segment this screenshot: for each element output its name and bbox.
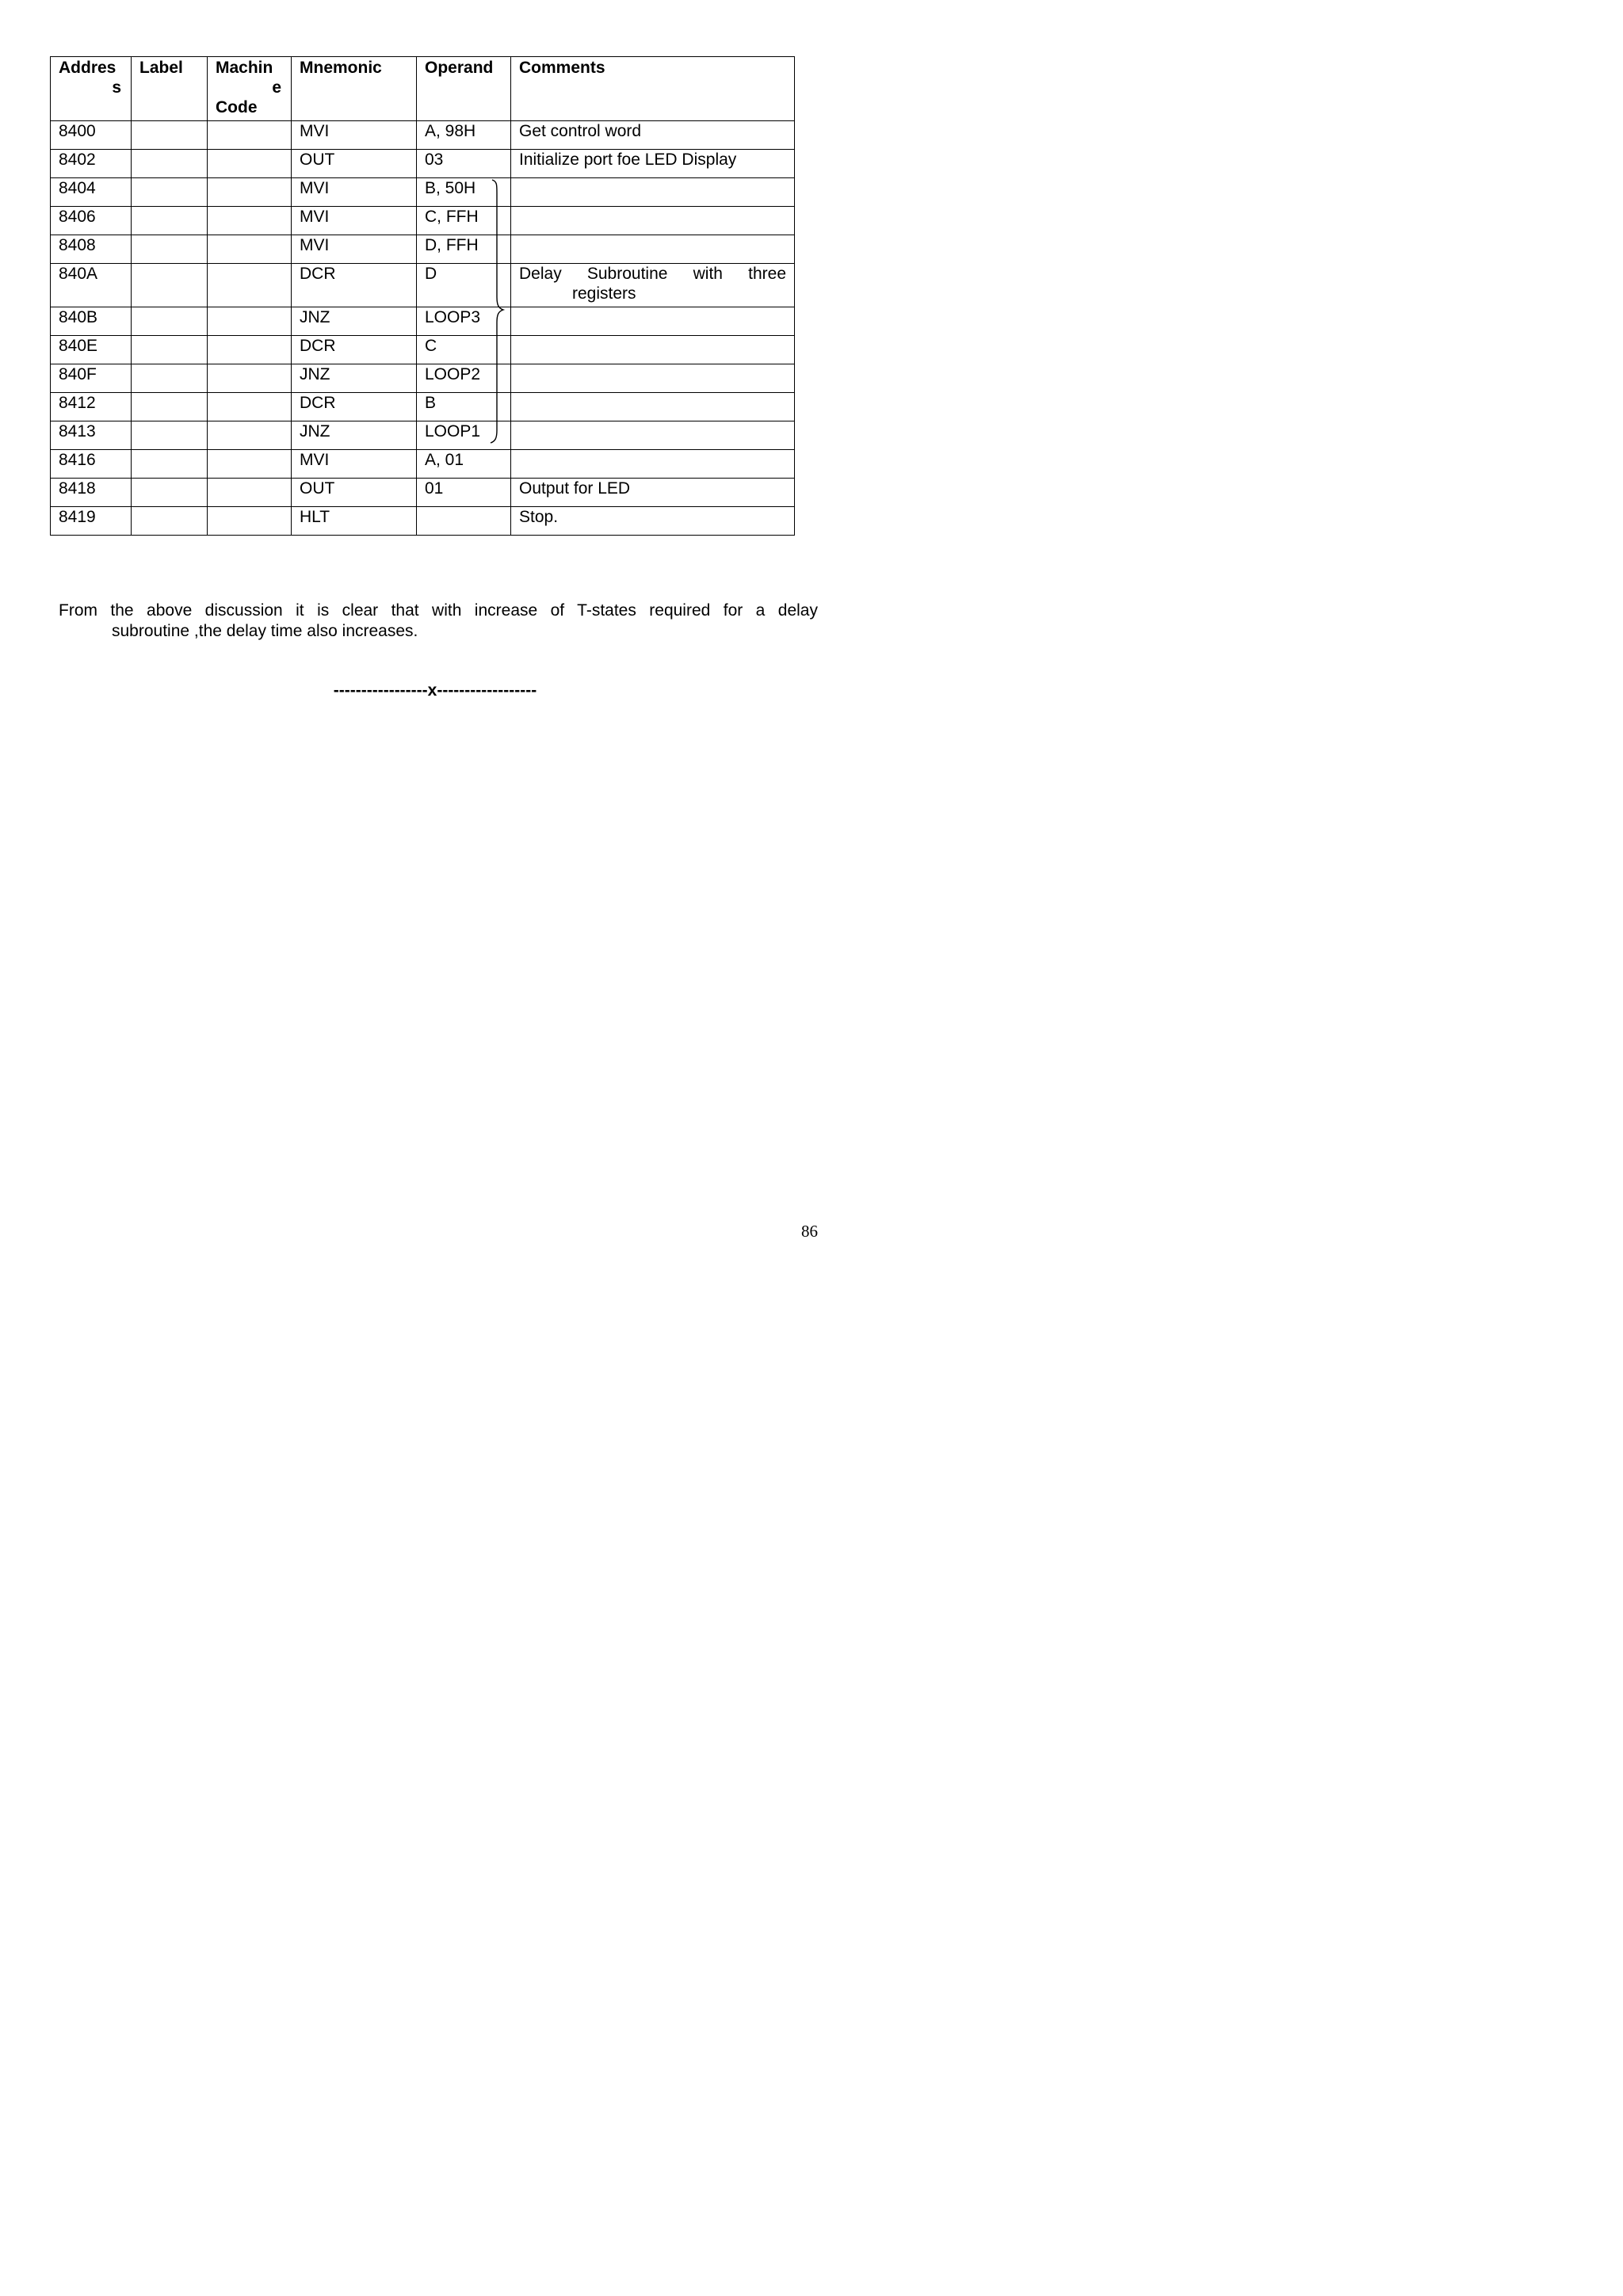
cell-comment-delay [511,264,795,307]
cell-address: 8413 [51,421,132,450]
table-row [51,307,795,336]
cell-operand: LOOP1 [417,421,511,450]
table-row [51,207,795,235]
cell-operand: LOOP3 [417,307,511,336]
cell-operand: D [417,264,511,307]
cell-machine-code [208,264,292,307]
cell-comment [511,336,795,364]
cell-operand: LOOP2 [417,364,511,393]
paragraph-line-2: subroutine ,the delay time also increases. [112,622,418,640]
paragraph-line-1: From the above discussion it is clear that with increase of T-states required for a delay [59,601,818,620]
header-mnemonic: Mnemonic [292,57,417,121]
table-row [51,421,795,450]
cell-address: 8416 [51,450,132,479]
cell-operand: 03 [417,150,511,178]
cell-address: 8400 [51,121,132,150]
cell-mnemonic: MVI [292,450,417,479]
cell-comment [511,178,795,207]
cell-machine-code [208,507,292,536]
table-row [51,479,795,507]
cell-label [132,336,208,364]
cell-label [132,264,208,307]
cell-machine-code [208,121,292,150]
cell-machine-code [208,364,292,393]
cell-comment: Get control word [511,121,795,150]
cell-address: 8412 [51,393,132,421]
header-operand: Operand [417,57,511,121]
cell-machine-code [208,421,292,450]
cell-machine-code [208,235,292,264]
table-row [51,364,795,393]
cell-mnemonic: MVI [292,121,417,150]
cell-label [132,178,208,207]
cell-comment [511,307,795,336]
cell-machine-code [208,450,292,479]
cell-mnemonic: MVI [292,235,417,264]
cell-machine-code [208,393,292,421]
cell-address: 8406 [51,207,132,235]
cell-mnemonic: OUT [292,479,417,507]
cell-address: 8404 [51,178,132,207]
table-row [51,235,795,264]
cell-operand: 01 [417,479,511,507]
cell-mnemonic: DCR [292,336,417,364]
cell-mnemonic: JNZ [292,364,417,393]
cell-label [132,207,208,235]
table-row [51,178,795,207]
cell-address: 840A [51,264,132,307]
cell-operand: B [417,393,511,421]
header-comments: Comments [511,57,795,121]
cell-machine-code [208,150,292,178]
cell-comment: Output for LED [511,479,795,507]
cell-label [132,393,208,421]
cell-comment [511,364,795,393]
conclusion-paragraph [59,601,818,642]
cell-operand [417,507,511,536]
table-header-row [51,57,795,121]
cell-label [132,364,208,393]
cell-label [132,507,208,536]
cell-operand: D, FFH [417,235,511,264]
cell-label [132,450,208,479]
table-row [51,150,795,178]
table-row [51,121,795,150]
header-machine-code: Machin e Code [208,57,292,121]
cell-address: 840F [51,364,132,393]
cell-mnemonic: MVI [292,178,417,207]
delay-comment-line-1: Delay Subroutine with three [519,265,786,283]
program-table [50,56,795,536]
cell-address: 8419 [51,507,132,536]
header-address: Addres s [51,57,132,121]
cell-machine-code [208,307,292,336]
cell-mnemonic: HLT [292,507,417,536]
cell-label [132,121,208,150]
cell-address: 8408 [51,235,132,264]
cell-address: 8402 [51,150,132,178]
page-number: 86 [801,1222,818,1241]
cell-mnemonic: DCR [292,393,417,421]
cell-label [132,479,208,507]
cell-operand: A, 98H [417,121,511,150]
cell-comment [511,235,795,264]
cell-mnemonic: JNZ [292,421,417,450]
cell-address: 840E [51,336,132,364]
table-row [51,450,795,479]
cell-label [132,421,208,450]
cell-comment: Initialize port foe LED Display [511,150,795,178]
table-row [51,393,795,421]
cell-operand: C, FFH [417,207,511,235]
cell-label [132,235,208,264]
cell-machine-code [208,336,292,364]
cell-machine-code [208,178,292,207]
cell-label [132,150,208,178]
cell-mnemonic: DCR [292,264,417,307]
table-row [51,336,795,364]
delay-comment-line-2: registers [572,284,636,303]
cell-machine-code [208,207,292,235]
cell-operand: C [417,336,511,364]
cell-comment [511,421,795,450]
cell-address: 840B [51,307,132,336]
table-row [51,507,795,536]
cell-operand: A, 01 [417,450,511,479]
cell-mnemonic: OUT [292,150,417,178]
table-row [51,264,795,307]
cell-comment: Stop. [511,507,795,536]
section-separator: -----------------x------------------ [333,681,537,700]
cell-comment [511,207,795,235]
cell-address: 8418 [51,479,132,507]
cell-label [132,307,208,336]
cell-machine-code [208,479,292,507]
cell-comment [511,450,795,479]
cell-mnemonic: JNZ [292,307,417,336]
cell-comment [511,393,795,421]
cell-mnemonic: MVI [292,207,417,235]
header-label: Label [132,57,208,121]
cell-operand: B, 50H [417,178,511,207]
